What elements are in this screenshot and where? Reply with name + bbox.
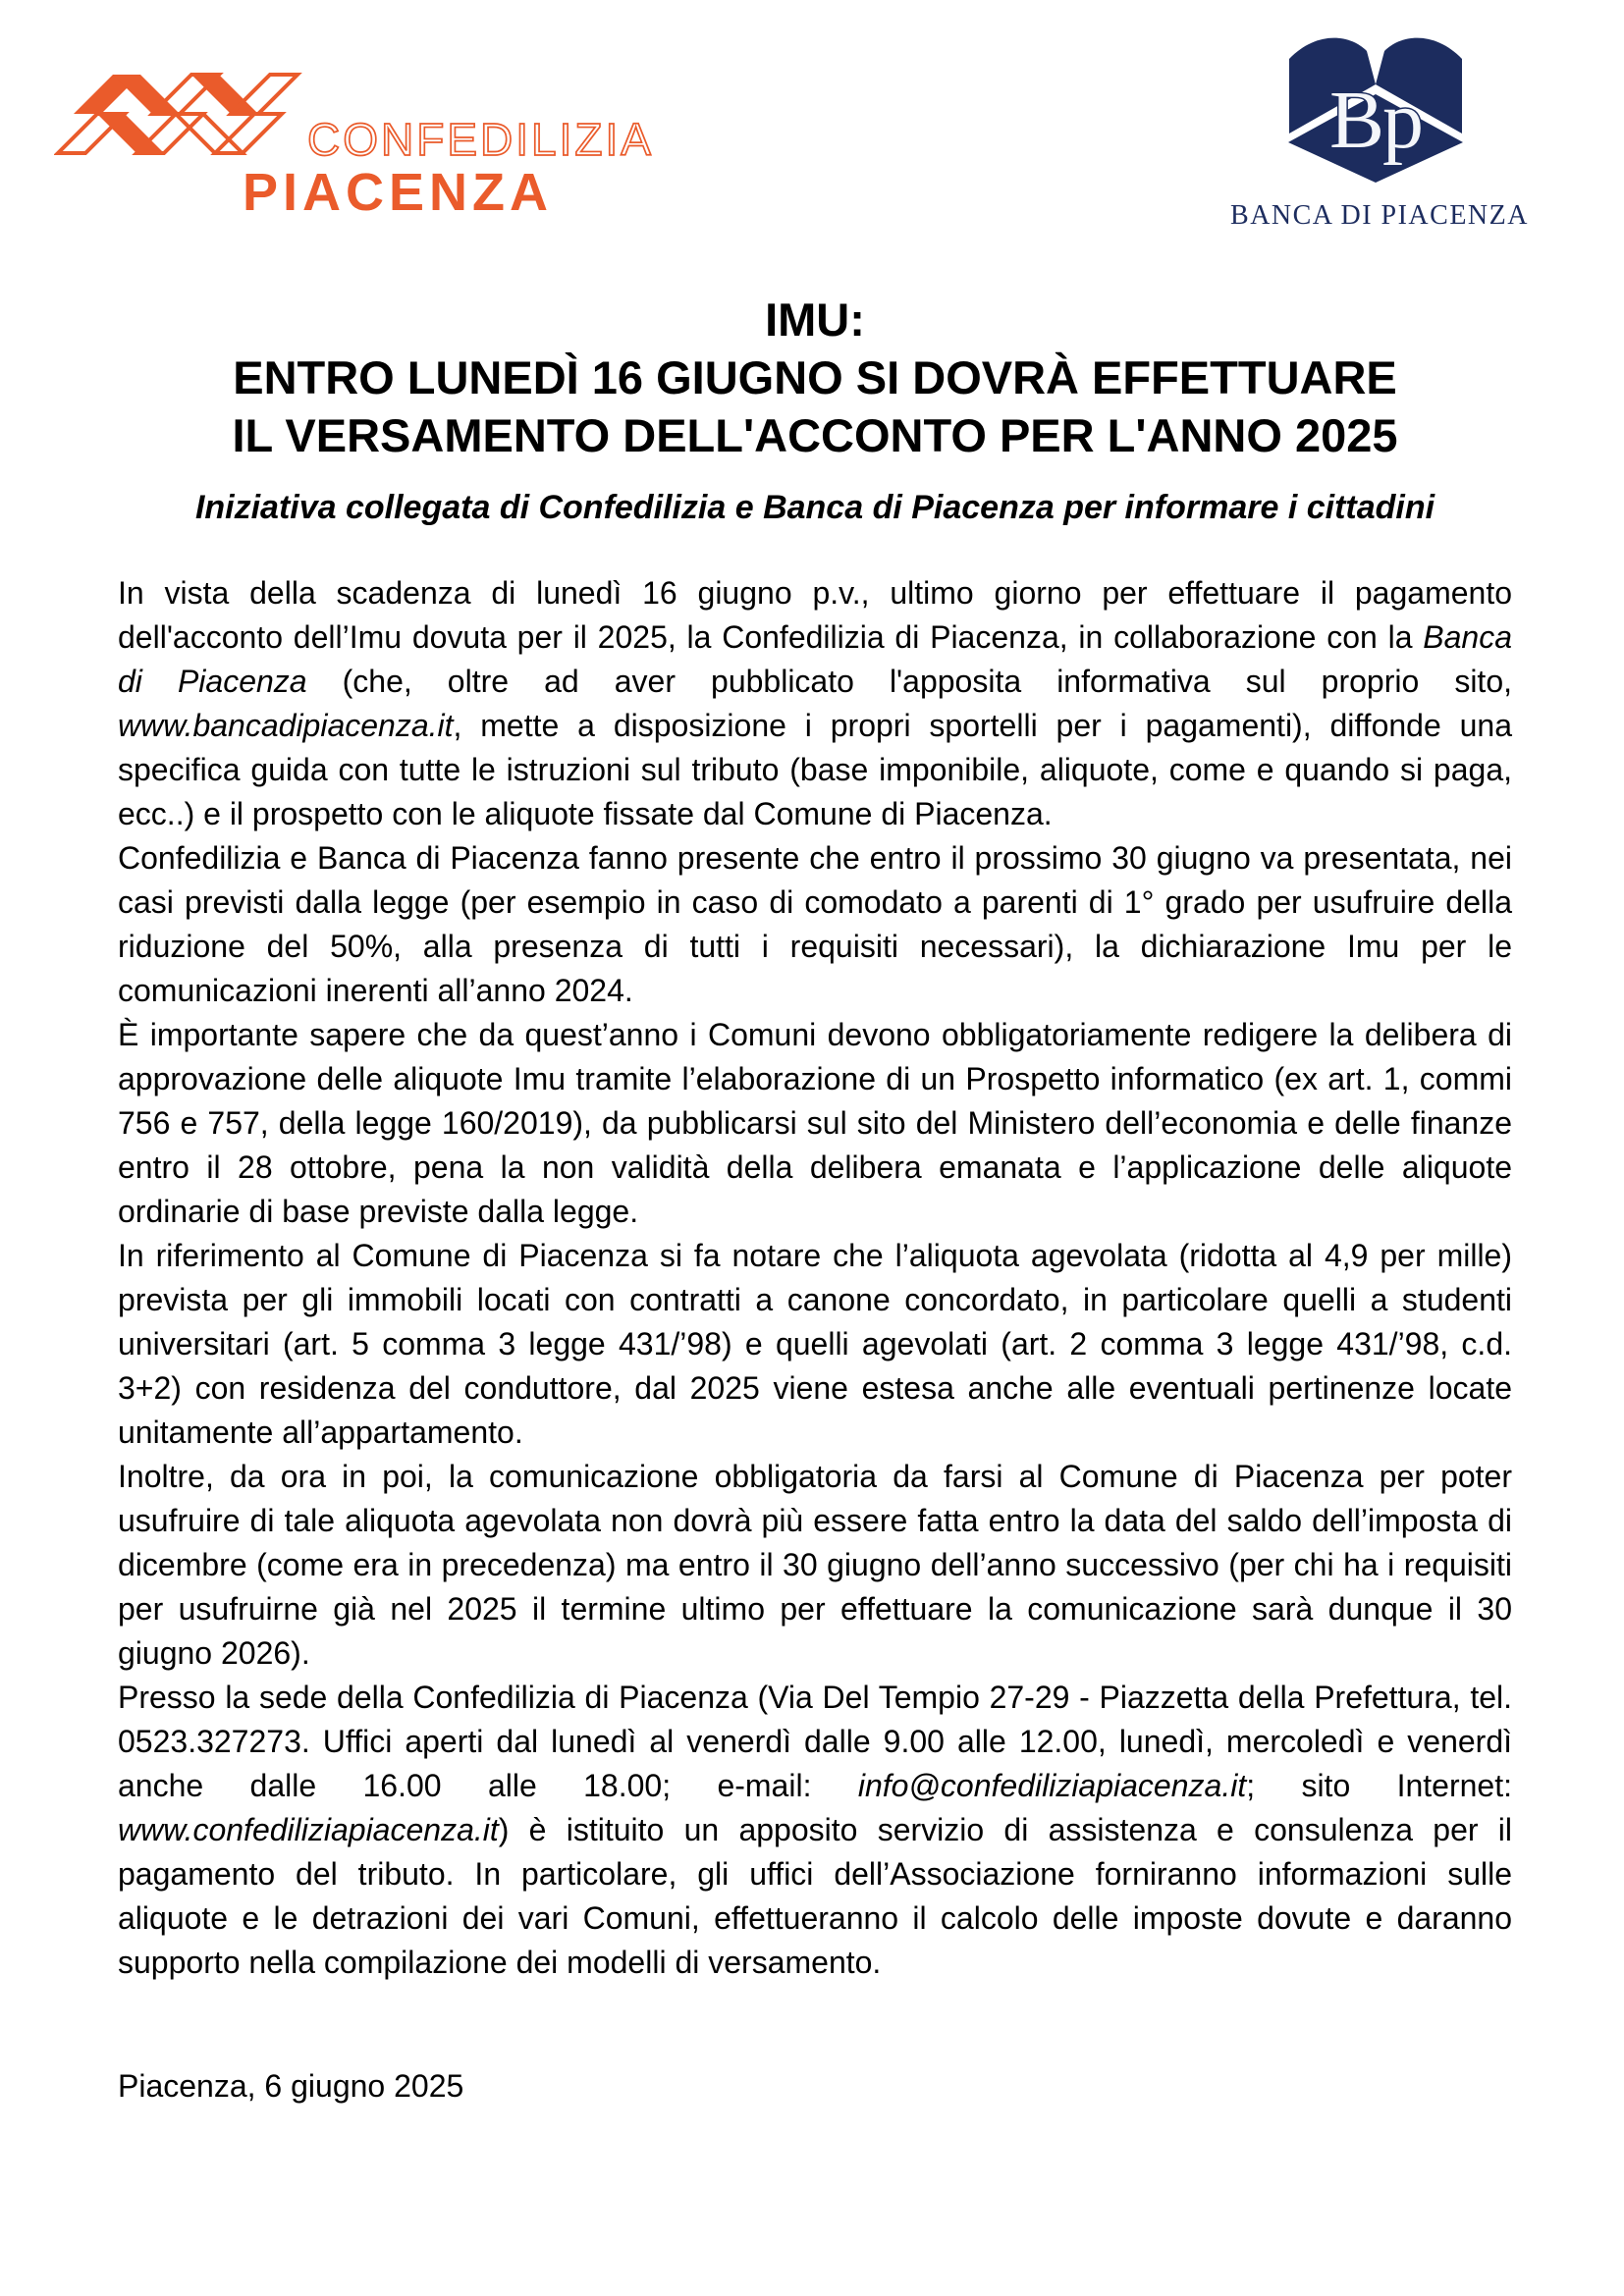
banca-di-piacenza-logo [1218,35,1542,232]
italic-text-segment: www.confediliziapiacenza.it [118,1812,499,1847]
paragraph [118,836,1512,1013]
dateline: Piacenza, 6 giugno 2025 [118,2068,464,2104]
title-line-2: ENTRO LUNEDÌ 16 GIUGNO SI DOVRÀ EFFETTUARE [233,351,1397,403]
confedilizia-city-label: PIACENZA [243,163,554,220]
paragraph [118,1676,1512,1985]
confedilizia-roofs-icon [58,75,298,153]
text-segment: ; sito Internet: [1246,1768,1513,1803]
text-segment: In vista della scadenza di lunedì 16 giugno p.v., ultimo giorno per effettuare il pagamento dell'acconto dell’Imu dovuta per il 2025, la Confedilizia di Piacenza, in collaborazione con la [118,575,1512,655]
text-segment: ) è istituito un apposito servizio di assistenza e consulenza per il pagamento del tributo. In particolare, gli uffici dell’Associazione forniranno informazioni sulle aliquote e le detrazioni dei vari Comuni, effettueranno il calcolo delle imposte dovute e daranno supporto nella compilazione dei modelli di versamento. [118,1812,1512,1980]
document-subtitle: Iniziativa collegata di Confedilizia e Banca di Piacenza per informare i cittadini [194,489,1435,526]
italic-text-segment: info@confediliziapiacenza.it [857,1768,1247,1803]
text-segment: È importante sapere che da quest’anno i Comuni devono obbligatoriamente redigere la delibera di approvazione delle aliquote Imu tramite l’elaborazione di un Prospetto informatico (ex art. 1, commi 756 e 757, della legge 160/2019), da pubblicarsi sul sito del Ministero dell’economia e delle finanze entro il 28 ottobre, pena la non validità della delibera emanata e l’applicazione delle aliquote ordinarie di base previste dalla legge. [118,1017,1512,1229]
paragraph [118,1234,1512,1455]
italic-text-segment: Banca di Piacenza [118,619,1512,699]
title-line-1: IMU: [765,294,865,346]
confedilizia-wordmark: CONFEDILIZIA [307,114,654,165]
banca-book-icon [1288,38,1463,183]
document-title [118,291,1512,464]
letterhead [0,0,1624,294]
paragraph [118,1455,1512,1676]
body-paragraphs [118,571,1512,1985]
italic-text-segment: www.bancadipiacenza.it [118,708,454,743]
text-segment: Presso la sede della Confedilizia di Piacenza (Via Del Tempio 27-29 - Piazzetta della Prefettura, tel. 0523.327273. Uffici aperti dal lunedì al venerdì dalle 9.00 alle 12.00, lunedì, mercoledì e venerdì anche dalle 16.00 alle 18.00; e-mail: [118,1680,1512,1803]
text-segment: (che, oltre ad aver pubblicato l'apposita informativa sul proprio sito, [306,664,1513,699]
title-line-3: IL VERSAMENTO DELL'ACCONTO PER L'ANNO 2025 [232,409,1398,461]
text-segment: Inoltre, da ora in poi, la comunicazione obbligatoria da farsi al Comune di Piacenza per poter usufruire di tale aliquota agevolata non dovrà più essere fatta entro la data del saldo dell’imposta di dicembre (come era in precedenza) ma entro il 30 giugno dell’anno successivo (per chi ha i requisiti per usufruirne già nel 2025 il termine ultimo per effettuare la comunicazione sarà dunque il 30 giugno 2026). [118,1459,1512,1671]
document-content [118,291,1512,2105]
text-segment: Confedilizia e Banca di Piacenza fanno presente che entro il prossimo 30 giugno va presentata, nei casi previsti dalla legge (per esempio in caso di comodato a parenti di 1° grado per usufruire della riduzione del 50%, alla presenza di tutti i requisiti necessari), la dichiarazione Imu per le comunicazioni inerenti all’anno 2024. [118,840,1512,1008]
confedilizia-logo [54,55,741,220]
paragraph [118,1013,1512,1234]
text-segment: In riferimento al Comune di Piacenza si fa notare che l’aliquota agevolata (ridotta al 4,9 per mille) prevista per gli immobili locati con contratti a canone concordato, in particolare quelli a studenti universitari (art. 5 comma 3 legge 431/’98) e quelli agevolati (art. 2 comma 3 legge 431/’98, c.d. 3+2) con residenza del conduttore, dal 2025 viene estesa anche alle eventuali pertinenze locate unitamente all’appartamento. [118,1238,1512,1450]
text-segment: , mette a disposizione i propri sportelli per i pagamenti), diffonde una specifica guida con tutte le istruzioni sul tributo (base imponibile, aliquote, come e quando si paga, ecc..) e il prospetto con le aliquote fissate dal Comune di Piacenza. [118,708,1512,831]
paragraph [118,571,1512,836]
banca-bp-monogram: Bp [1328,75,1423,166]
banca-name-label: BANCA DI PIACENZA [1230,200,1529,231]
